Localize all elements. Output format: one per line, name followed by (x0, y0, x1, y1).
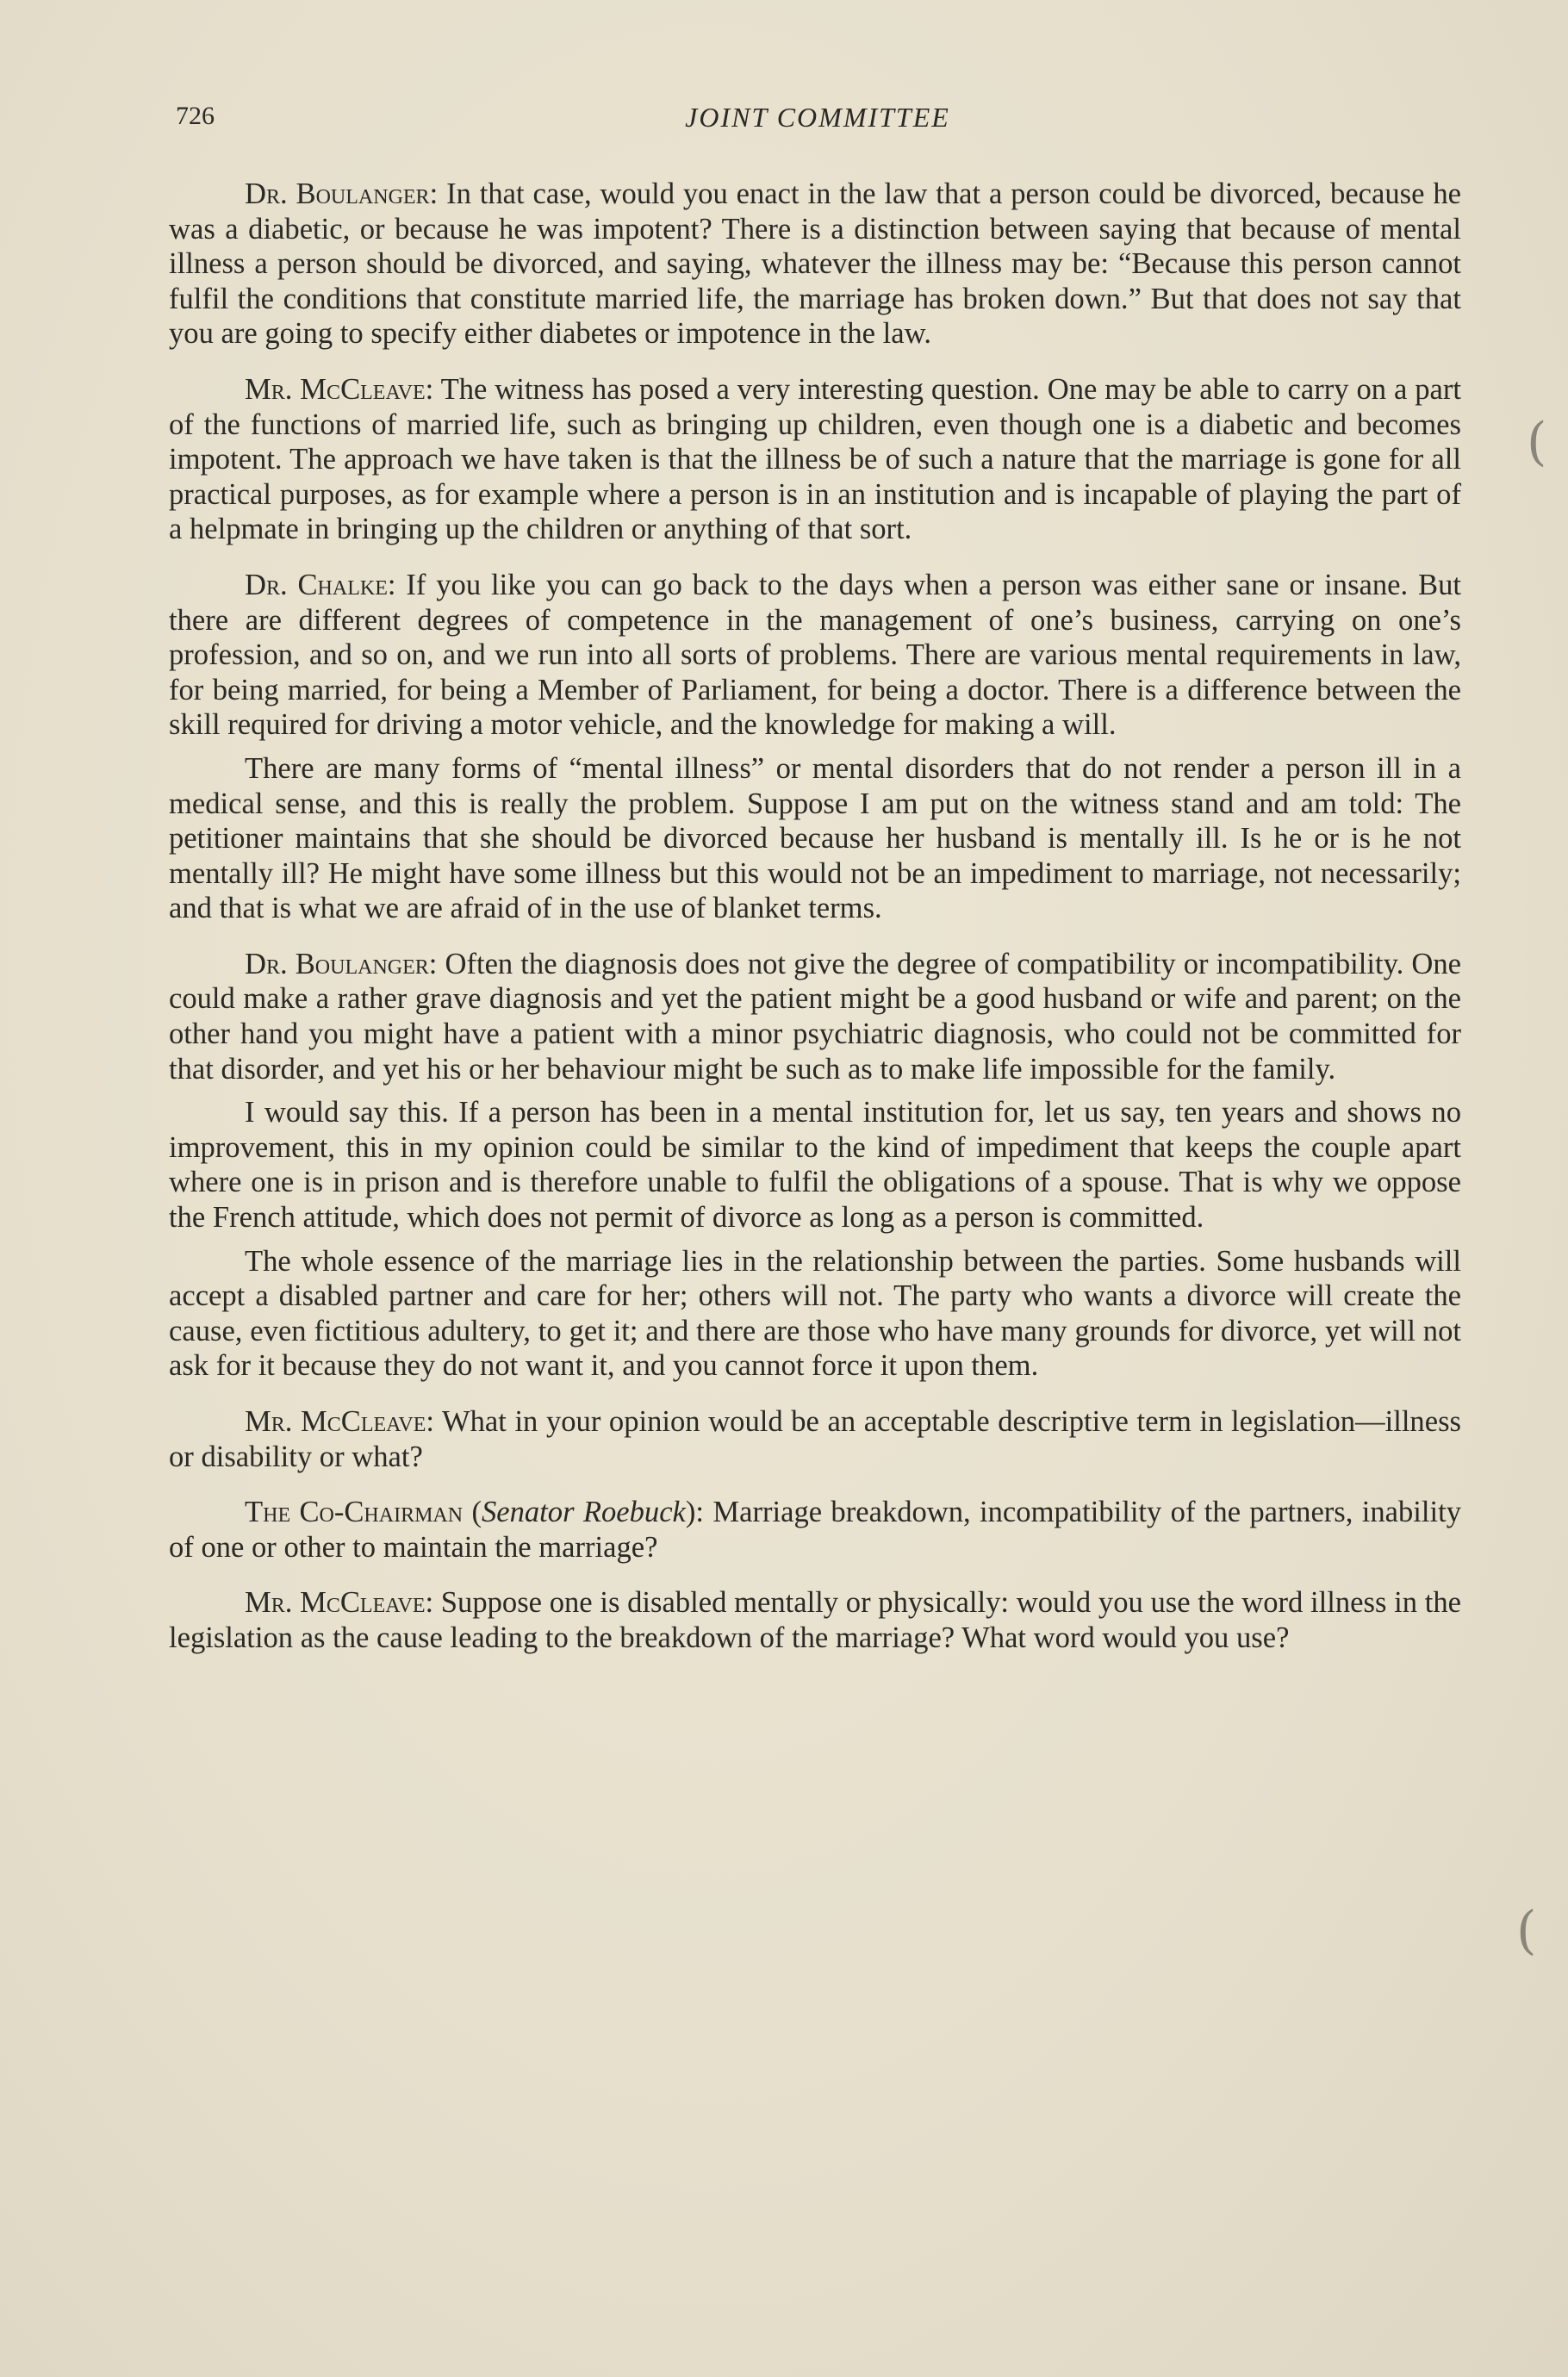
paragraph-text: If you like you can go back to the days when a person was either sane or insane. But there are different degrees of competence in the management of one’s business, carrying on one’s profession, and so on, and we run into all sorts of problems. There are various mental requirements in law, for being married, for being a Member of Parliament, for being a doctor. There is a difference between the skill required for driving a motor vehicle, and the knowledge for making a will. (169, 568, 1461, 742)
paragraph-text: Often the diagnosis does not give the degree of compatibility or incompatibility. One could make a rather grave diagnosis and yet the patient might be a good husband or wife and parent; on the other hand you might have a patient with a minor psychiatric diagnosis, who could not be committed for that disorder, and yet his or her behaviour might be such as to make life impossible for the family. (169, 947, 1461, 1086)
margin-mark-1: ( (1527, 412, 1547, 472)
speaker-label: Mr. McCleave: (245, 372, 434, 406)
paragraph-boulanger-2 (169, 947, 1461, 1086)
paragraph-text: There are many forms of “mental illness” or mental disorders that do not render a person ill in a medical sense, and this is really the problem. Suppose I am put on the witness stand and am told: The petitioner maintains that she should be divorced because her husband is mentally ill. Is he or is he not mentally ill? He might have some illness but this would not be an impediment to marriage, not necessarily; and that is what we are afraid of in the use of blanket terms. (169, 751, 1461, 925)
speaker-name-italic: Senator Roebuck (481, 1496, 686, 1529)
paragraph-chalke-2 (169, 751, 1461, 926)
paragraph-mccleave-2 (169, 1404, 1461, 1474)
paragraph-boulanger-4 (169, 1244, 1461, 1384)
paragraph-text: What in your opinion would be an acceptable descriptive term in legislation—illness or disability or what? (169, 1405, 1461, 1473)
paragraph-mccleave-1 (169, 372, 1461, 547)
margin-mark-2: ( (1516, 1901, 1537, 1961)
paragraph-mccleave-3 (169, 1585, 1461, 1655)
page-header (176, 102, 1459, 153)
body-text (169, 177, 1461, 1656)
paragraph-text: The witness has posed a very interesting question. One may be able to carry on a part of the functions of married life, such as bringing up children, even though one is a diabetic and becomes impotent. The approach we have taken is that the illness be of such a nature that the marriage is gone for all practical purposes, as for example where a person is in an institution and is incapable of playing the part of a helpmate in bringing up the children or anything of that sort. (169, 372, 1461, 546)
speaker-label: Dr. Boulanger: (245, 177, 439, 210)
speaker-suffix: ): (685, 1496, 705, 1529)
paragraph-text: I would say this. If a person has been in a mental institution for, let us say, ten years and shows no improvement, this in my opinion could be similar to the kind of impediment that keeps the couple apart where one is in prison and is therefore unable to fulfil the obligations of a spouse. That is why we oppose the French attitude, which does not permit of divorce as long as a person is committed. (169, 1096, 1461, 1235)
paragraph-cochairman (169, 1495, 1461, 1565)
paragraph-text: Suppose one is disabled mentally or physically: would you use the word illness in the legislation as the cause leading to the breakdown of the marriage? What word would you use? (169, 1586, 1461, 1654)
running-title: JOINT COMMITTEE (685, 102, 950, 133)
paragraph-text: In that case, would you enact in the law that a person could be divorced, because he was a diabetic, or because he was impotent? There is a distinction between saying that because of mental illness a person should be divorced, and saying, whatever the illness may be: “Because this person cannot fulfil the conditions that constitute married life, the marriage has broken down.” But that does not say that you are going to specify either diabetes or impotence in the law. (169, 177, 1461, 351)
speaker-label: Dr. Boulanger: (245, 947, 438, 980)
paragraph-boulanger-3 (169, 1095, 1461, 1235)
paragraph-text: Marriage breakdown, incompatibility of the partners, inability of one or other to maintain the marriage? (169, 1496, 1461, 1564)
speaker-label: Dr. Chalke: (245, 568, 396, 601)
speaker-label: Mr. McCleave: (245, 1405, 434, 1438)
paragraph-chalke-1 (169, 568, 1461, 743)
speaker-label: The Co-Chairman ( (245, 1496, 482, 1529)
speaker-label: Mr. McCleave: (245, 1586, 434, 1620)
paragraph-boulanger-1 (169, 177, 1461, 352)
page-number: 726 (176, 102, 215, 130)
paragraph-text: The whole essence of the marriage lies in the relationship between the parties. Some husbands will accept a disabled partner and care for her; others will not. The party who wants a divorce will create the cause, even fictitious adultery, to get it; and there are those who have many grounds for divorce, yet will not ask for it because they do not want it, and you cannot force it upon them. (169, 1244, 1461, 1383)
